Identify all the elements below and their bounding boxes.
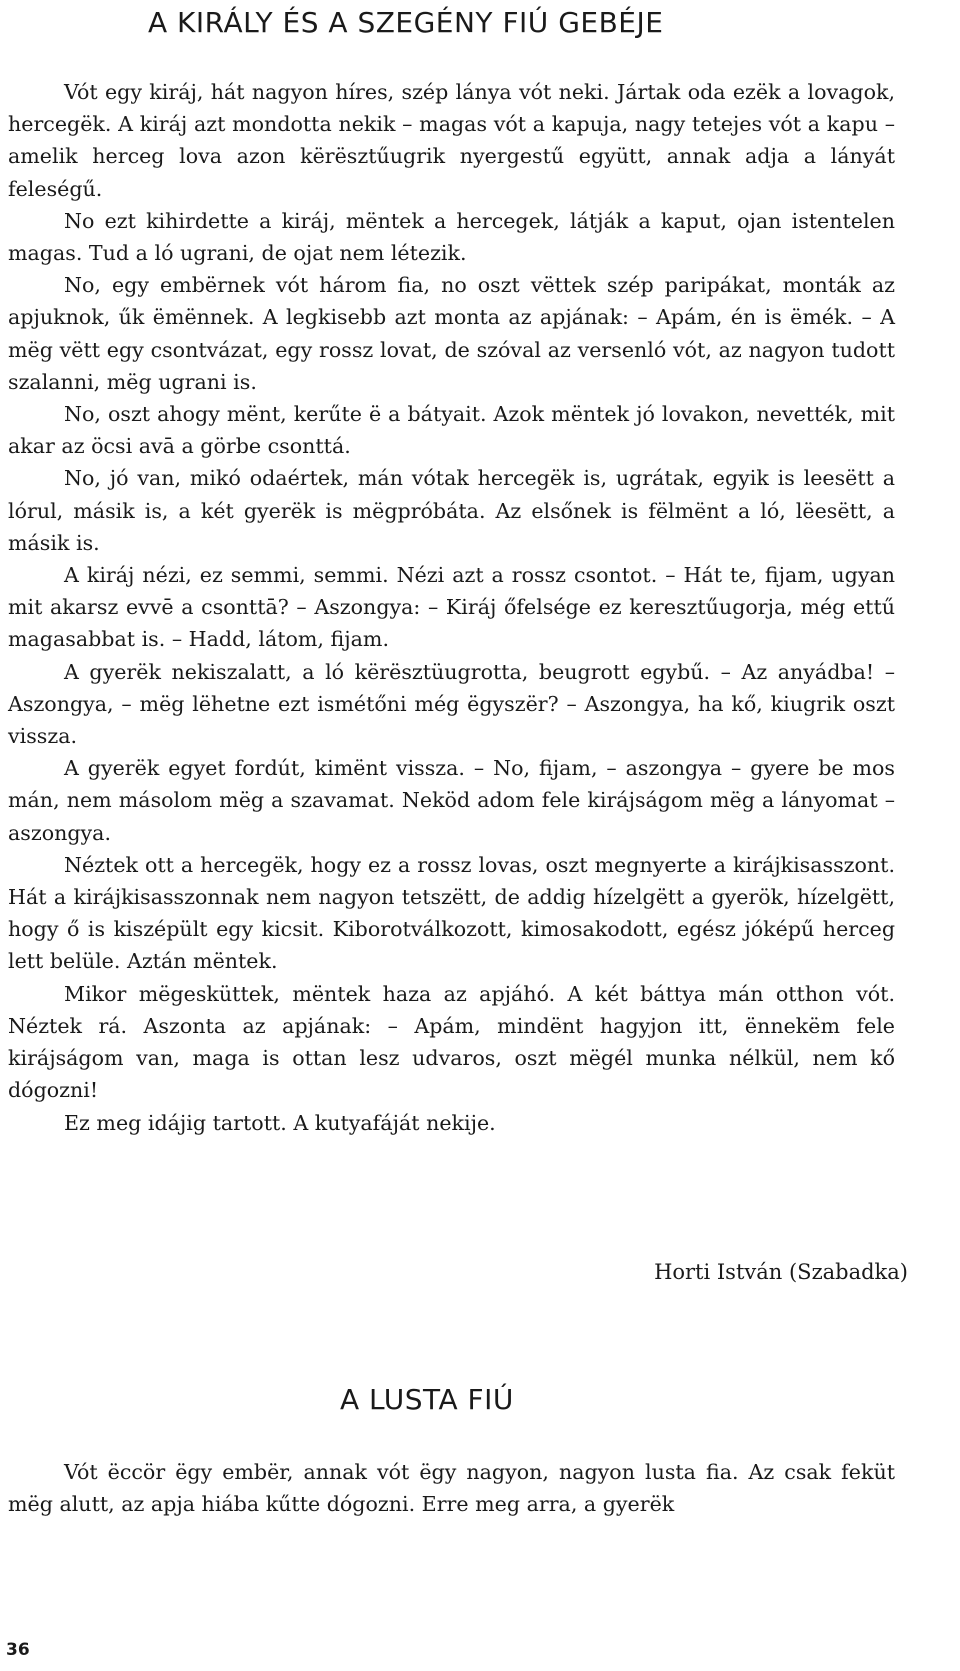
- page-number: 36: [6, 1640, 30, 1660]
- paragraph: A gyerëk nekiszalatt, a ló kërësztüugrotta, beugrott egybű. – Az anyádba! – Aszongya, – mëg lëhetne ezt ismétőni még ëgyszër? – Aszongya, ha kő, kiugrik oszt vissza.: [8, 659, 895, 749]
- paragraph: Vót egy kiráj, hát nagyon híres, szép lánya vót neki. Jártak oda ezëk a lovagok, hercegëk. A kiráj azt mondotta nekik – magas vót a kapuja, nagy tetejes vót a kapu – amelik herceg lova azon kërësztűugrik nyergestű együtt, annak adja a lányát feleségű.: [8, 80, 895, 201]
- paragraph: A kiráj nézi, ez semmi, semmi. Nézi azt a rossz csontot. – Hát te, fijam, ugyan mit akarsz evvē a csonttā? – Aszongya: – Kiráj őfelsége ez keresztűugorja, még ettű magasabbat is. – Hadd, látom, fijam.: [8, 563, 895, 652]
- paragraph: Mikor mëgesküttek, mëntek haza az apjáhó. A két báttya mán otthon vót. Néztek rá. Aszonta az apjának: – Apám, mindënt hagyjon itt, ënnekëm fele kirájságom van, maga is ottan lesz udvaros, oszt mëgél munka nélkül, nem kő dógozni!: [8, 981, 895, 1103]
- paragraph: No ezt kihirdette a kiráj, mëntek a hercegek, látják a kaput, ojan istentelen magas. Tud a ló ugrani, de ojat nem létezik.: [8, 208, 895, 266]
- second-story-body: [8, 1456, 895, 1520]
- paragraph: Ez meg idájig tartott. A kutyafáját nekije.: [64, 1110, 496, 1135]
- story-body: [8, 76, 895, 1139]
- paragraph: Vót ëccör ëgy embër, annak vót ëgy nagyon, nagyon lusta fia. Az csak feküt mëg alutt, az apja hiába kűtte dógozni. Erre meg arra, a gyerëk: [8, 1460, 895, 1517]
- paragraph: No, egy embërnek vót három fia, no oszt vëttek szép paripákat, monták az apjuknok, űk ëmënnek. A legkisebb azt monta az apjának: – Apám, én is ëmék. – A mëg vëtt egy csontvázat, egy rossz lovat, de szóval az versenló vót, az nagyon tudott szalanni, mëg ugrani is.: [8, 273, 895, 394]
- story-title: A KIRÁLY ÉS A SZEGÉNY FIÚ GEBÉJE: [148, 6, 664, 39]
- paragraph: Néztek ott a hercegëk, hogy ez a rossz lovas, oszt megnyerte a kirájkisasszont. Hát a kirájkisasszonnak nem nagyon tetszëtt, de addig hízelgëtt a gyerök, hízelgëtt, hogy ő is kiszépült egy kicsit. Kiborotválkozott, kimosakodott, egész jóképű herceg lett belüle. Aztán mëntek.: [8, 852, 895, 974]
- paragraph: No, oszt ahogy mënt, kerűte ë a bátyait. Azok mëntek jó lovakon, nevették, mit akar az öcsi avā a görbe csonttá.: [8, 402, 895, 459]
- paragraph: No, jó van, mikó odaértek, mán vótak hercegëk is, ugrátak, egyik is leesëtt a lórul, másik is, a két gyerëk is mëgpróbáta. Az elsőnek is fëlmënt a ló, lëesëtt, a másik is.: [8, 466, 895, 555]
- paragraph: A gyerëk egyet fordút, kimënt vissza. – No, fijam, – aszongya – gyere be mos mán, nem másolom mëg a szavamat. Neköd adom fele kirájságom mëg a lányomat – aszongya.: [8, 756, 895, 845]
- second-story-title: A LUSTA FIÚ: [340, 1383, 514, 1416]
- story-attribution: Horti István (Szabadka): [654, 1260, 908, 1284]
